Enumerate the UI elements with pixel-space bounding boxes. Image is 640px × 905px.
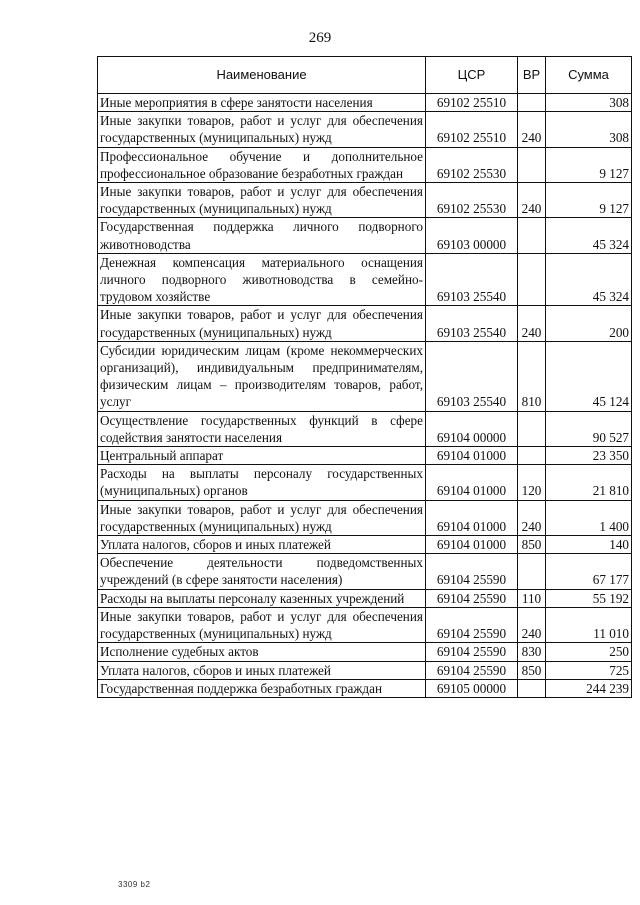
cell-name: Уплата налогов, сборов и иных платежей [98, 536, 426, 554]
cell-name: Иные закупки товаров, работ и услуг для обеспечения государственных (муниципальных) нужд [98, 607, 426, 642]
table-row [98, 643, 632, 661]
cell-csr: 69104 01000 [426, 500, 518, 535]
table-row [98, 147, 632, 182]
cell-name: Уплата налогов, сборов и иных платежей [98, 661, 426, 679]
cell-vr [518, 218, 546, 253]
column-header-csr: ЦСР [426, 57, 518, 94]
table-row [98, 218, 632, 253]
table-row [98, 306, 632, 341]
budget-table [97, 56, 632, 698]
cell-sum: 23 350 [546, 447, 632, 465]
cell-vr: 240 [518, 500, 546, 535]
cell-vr [518, 253, 546, 306]
table-row [98, 679, 632, 697]
cell-csr: 69104 00000 [426, 411, 518, 446]
cell-vr: 830 [518, 643, 546, 661]
cell-csr: 69104 25590 [426, 607, 518, 642]
cell-vr [518, 554, 546, 589]
cell-csr: 69102 25530 [426, 183, 518, 218]
cell-sum: 45 124 [546, 341, 632, 411]
cell-csr: 69103 25540 [426, 253, 518, 306]
cell-vr [518, 447, 546, 465]
cell-csr: 69104 01000 [426, 536, 518, 554]
cell-vr: 850 [518, 661, 546, 679]
cell-name: Иные закупки товаров, работ и услуг для обеспечения государственных (муниципальных) нужд [98, 500, 426, 535]
cell-name: Расходы на выплаты персоналу казенных учреждений [98, 589, 426, 607]
cell-sum: 90 527 [546, 411, 632, 446]
cell-csr: 69103 25540 [426, 306, 518, 341]
cell-sum: 11 010 [546, 607, 632, 642]
cell-vr: 240 [518, 306, 546, 341]
cell-sum: 1 400 [546, 500, 632, 535]
cell-csr: 69104 25590 [426, 643, 518, 661]
cell-csr: 69103 25540 [426, 341, 518, 411]
cell-vr: 810 [518, 341, 546, 411]
column-header-vr: ВР [518, 57, 546, 94]
cell-sum: 9 127 [546, 183, 632, 218]
table-row [98, 112, 632, 147]
cell-name: Центральный аппарат [98, 447, 426, 465]
cell-name: Обеспечение деятельности подведомственных учреждений (в сфере занятости населения) [98, 554, 426, 589]
cell-vr: 240 [518, 112, 546, 147]
cell-sum: 67 177 [546, 554, 632, 589]
cell-name: Профессиональное обучение и дополнительное профессиональное образование безработных граждан [98, 147, 426, 182]
cell-csr: 69104 01000 [426, 465, 518, 500]
cell-csr: 69102 25510 [426, 112, 518, 147]
cell-vr [518, 94, 546, 112]
column-header-sum: Сумма [546, 57, 632, 94]
cell-sum: 308 [546, 94, 632, 112]
cell-name: Иные закупки товаров, работ и услуг для обеспечения государственных (муниципальных) нужд [98, 183, 426, 218]
table-row [98, 607, 632, 642]
table-row [98, 411, 632, 446]
cell-sum: 725 [546, 661, 632, 679]
cell-vr: 240 [518, 183, 546, 218]
cell-csr: 69102 25530 [426, 147, 518, 182]
cell-csr: 69104 25590 [426, 589, 518, 607]
table-row [98, 341, 632, 411]
cell-csr: 69104 01000 [426, 447, 518, 465]
cell-name: Осуществление государственных функций в сфере содействия занятости населения [98, 411, 426, 446]
cell-csr: 69102 25510 [426, 94, 518, 112]
table-row [98, 536, 632, 554]
table-row [98, 661, 632, 679]
table-header-row [98, 57, 632, 94]
cell-sum: 200 [546, 306, 632, 341]
table-row [98, 554, 632, 589]
table-row [98, 253, 632, 306]
cell-name: Исполнение судебных актов [98, 643, 426, 661]
cell-vr [518, 147, 546, 182]
page-number: 269 [308, 30, 332, 46]
table-row [98, 589, 632, 607]
cell-vr: 240 [518, 607, 546, 642]
cell-name: Иные закупки товаров, работ и услуг для обеспечения государственных (муниципальных) нужд [98, 306, 426, 341]
table-row [98, 447, 632, 465]
table-body [98, 94, 632, 698]
cell-sum: 244 239 [546, 679, 632, 697]
cell-vr: 120 [518, 465, 546, 500]
table-row [98, 94, 632, 112]
cell-name: Иные закупки товаров, работ и услуг для обеспечения государственных (муниципальных) нужд [98, 112, 426, 147]
cell-name: Субсидии юридическим лицам (кроме некоммерческих организаций), индивидуальным предпринимателям, физическим лицам – производителям товаров, работ, услуг [98, 341, 426, 411]
column-header-name: Наименование [98, 57, 426, 94]
cell-csr: 69103 00000 [426, 218, 518, 253]
cell-name: Расходы на выплаты персоналу государственных (муниципальных) органов [98, 465, 426, 500]
cell-csr: 69104 25590 [426, 554, 518, 589]
cell-name: Денежная компенсация материального оснащения личного подворного животноводства в семейно-трудовом хозяйстве [98, 253, 426, 306]
cell-vr: 850 [518, 536, 546, 554]
cell-sum: 140 [546, 536, 632, 554]
cell-sum: 55 192 [546, 589, 632, 607]
cell-sum: 308 [546, 112, 632, 147]
cell-vr [518, 411, 546, 446]
cell-name: Иные мероприятия в сфере занятости населения [98, 94, 426, 112]
cell-name: Государственная поддержка личного подворного животноводства [98, 218, 426, 253]
table-row [98, 183, 632, 218]
cell-sum: 250 [546, 643, 632, 661]
cell-sum: 45 324 [546, 218, 632, 253]
cell-csr: 69104 25590 [426, 661, 518, 679]
table-row [98, 465, 632, 500]
cell-sum: 21 810 [546, 465, 632, 500]
table-row [98, 500, 632, 535]
cell-sum: 45 324 [546, 253, 632, 306]
cell-vr [518, 679, 546, 697]
footer-code: 3309 b2 [118, 880, 151, 889]
cell-name: Государственная поддержка безработных граждан [98, 679, 426, 697]
cell-sum: 9 127 [546, 147, 632, 182]
cell-csr: 69105 00000 [426, 679, 518, 697]
cell-vr: 110 [518, 589, 546, 607]
